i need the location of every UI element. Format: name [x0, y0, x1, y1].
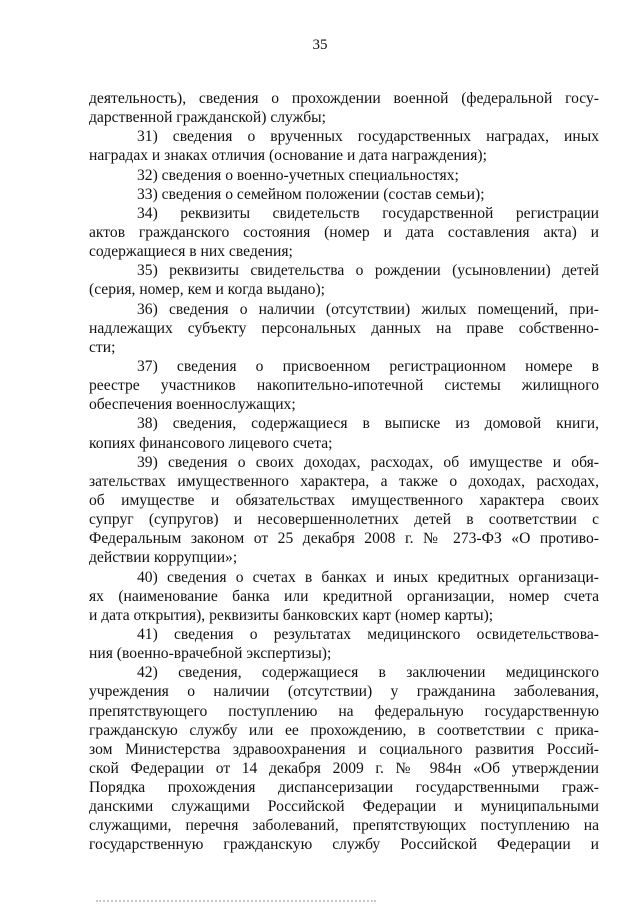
text-line: 31) сведения о врученных государственных наградах, иных	[137, 128, 599, 146]
text-line: 32) сведения о военно-учетных специальностях;	[137, 166, 459, 184]
text-line: (серия, номер, кем и когда выдано);	[89, 281, 325, 299]
text-line: 34) реквизиты свидетельств государственной регистрации	[137, 204, 599, 222]
text-line: 33) сведения о семейном положении (состав семьи);	[137, 185, 485, 203]
text-line: реестре участников накопительно-ипотечной системы жилищного	[89, 377, 599, 395]
text-line: дарственной гражданской) службы;	[89, 109, 326, 127]
text-line: надлежащих субъекту персональных данных на праве собственно-	[89, 319, 599, 337]
text-line: зом Министерства здравоохранения и социального развития Россий-	[89, 740, 599, 758]
page-number: 35	[312, 37, 328, 53]
text-line: актов гражданского состояния (номер и дата составления акта) и	[89, 223, 599, 241]
text-line: 38) сведения, содержащиеся в выписке из домовой книги,	[137, 415, 599, 433]
text-line: Федеральным законом от 25 декабря 2008 г. № 273-ФЗ «О противо-	[89, 530, 599, 548]
text-line: и дата открытия), реквизиты банковских карт (номер карты);	[89, 606, 494, 624]
text-line: данскими служащими Российской Федерации и муниципальными	[89, 798, 599, 816]
text-line: 35) реквизиты свидетельства о рождении (усыновлении) детей	[137, 262, 599, 280]
text-line: учреждения о наличии (отсутствии) у гражданина заболевания,	[89, 683, 599, 701]
text-line: обеспечения военнослужащих;	[89, 396, 296, 414]
text-line: 41) сведения о результатах медицинского освидетельствова-	[137, 625, 599, 643]
text-line: сти;	[89, 338, 116, 356]
text-line: 37) сведения о присвоенном регистрационном номере в	[137, 357, 599, 375]
text-line: супруг (супругов) и несовершеннолетних детей в соответствии с	[89, 511, 599, 529]
text-line: ской Федерации от 14 декабря 2009 г. № 984н «Об утверждении	[89, 759, 599, 777]
text-line: содержащиеся в них сведения;	[89, 243, 293, 261]
text-line: наградах и знаках отличия (основание и дата награждения);	[89, 147, 487, 165]
text-line: Порядка прохождения диспансеризации государственными граж-	[89, 779, 599, 797]
text-line: ях (наименование банка или кредитной организации, номер счета	[89, 587, 599, 605]
body-text	[89, 89, 599, 855]
text-line: ния (военно-врачебной экспертизы);	[89, 645, 332, 663]
text-line: копиях финансового лицевого счета;	[89, 434, 333, 452]
text-line: об имуществе и обязательствах имущественного характера своих	[89, 491, 599, 509]
text-line: 36) сведения о наличии (отсутствии) жилых помещений, при-	[137, 300, 599, 318]
text-line: препятствующего поступлению на федеральную государственную	[89, 702, 599, 720]
text-line: зательствах имущественного характера, а также о доходах, расходах,	[89, 472, 599, 490]
text-line: деятельность), сведения о прохождении военной (федеральной госу-	[89, 90, 599, 107]
text-line: гражданскую службу или ее прохождению, в соответствии с прика-	[89, 721, 599, 739]
scan-artifact	[96, 898, 376, 902]
text-line: действии коррупции»;	[89, 549, 238, 567]
text-line: 42) сведения, содержащиеся в заключении медицинского	[137, 664, 599, 682]
text-line: 40) сведения о счетах в банках и иных кредитных организаци-	[137, 568, 599, 586]
text-line: 39) сведения о своих доходах, расходах, об имуществе и обя-	[137, 453, 599, 471]
text-line: государственную гражданскую службу Российской Федерации и	[89, 836, 599, 854]
text-line: служащими, перечня заболеваний, препятствующих поступлению на	[89, 817, 599, 835]
